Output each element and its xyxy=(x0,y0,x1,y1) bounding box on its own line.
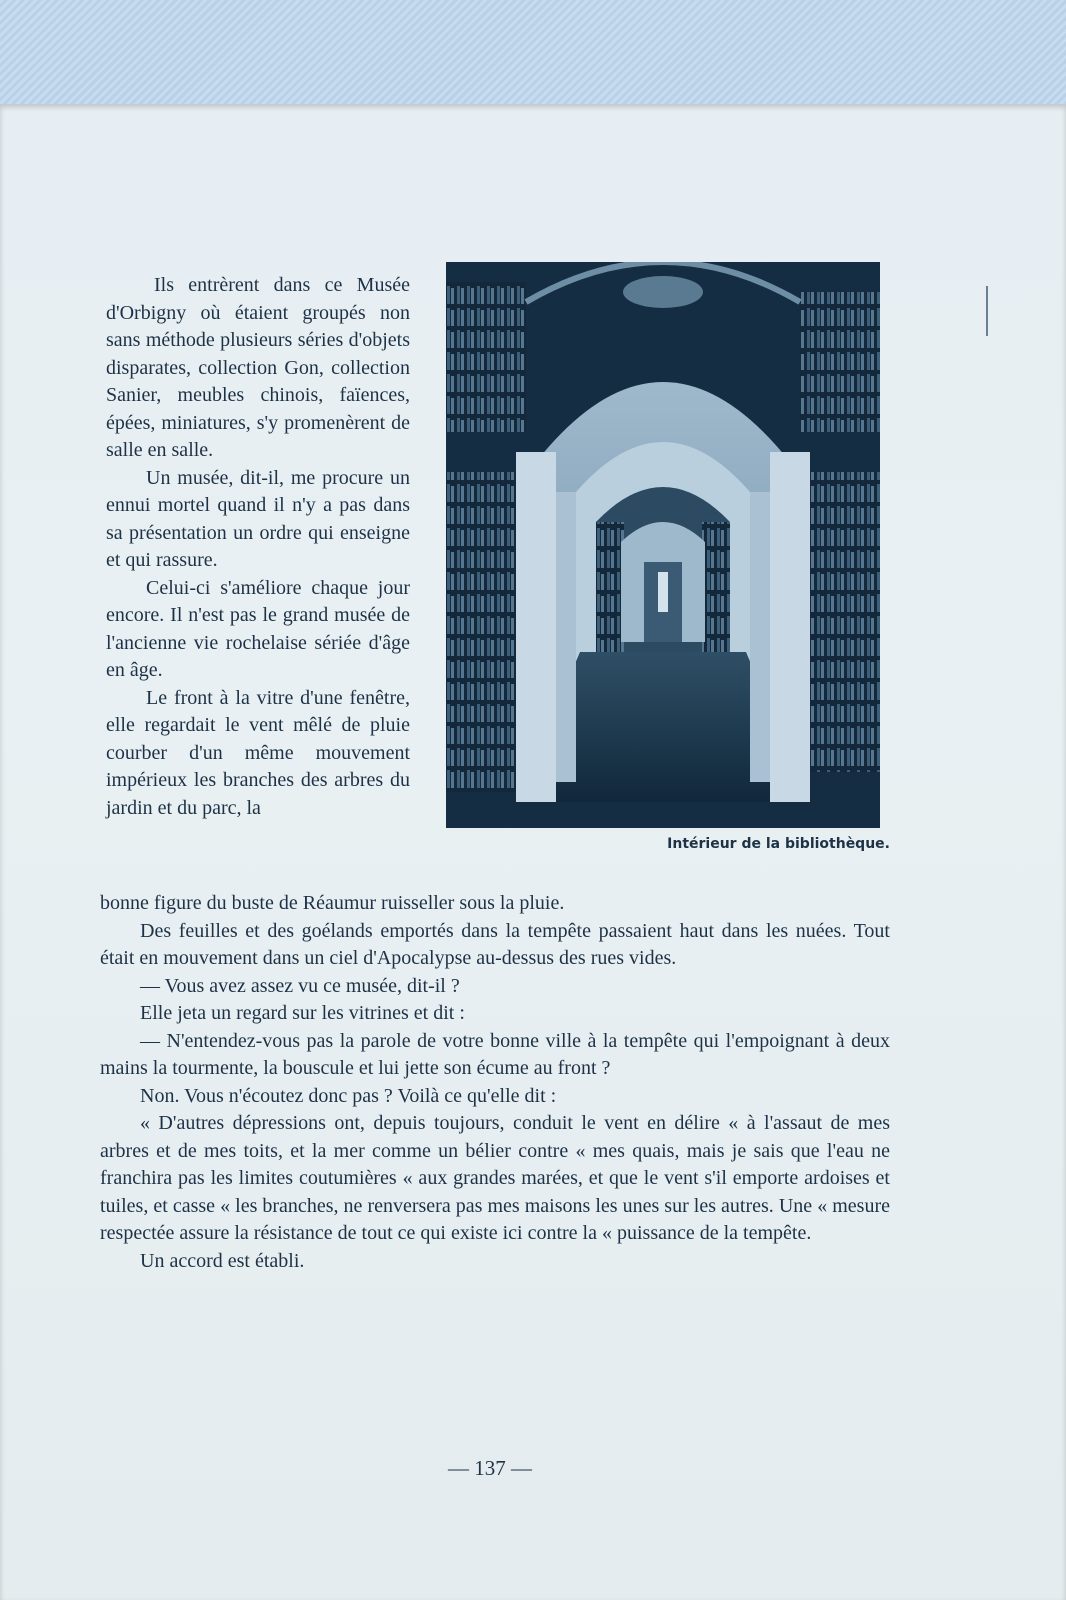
full-width-text xyxy=(100,890,890,1275)
library-photo-drawing xyxy=(446,262,880,828)
paragraph: Elle jeta un regard sur les vitrines et dit : xyxy=(140,1002,465,1024)
paragraph: Non. Vous n'écoutez donc pas ? Voilà ce qu'elle dit : xyxy=(140,1084,557,1107)
paragraph: Un accord est établi. xyxy=(140,1249,305,1272)
paragraph: Des feuilles et des goélands emportés dans la tempête passaient haut dans les nuées. Tout était en mouvement dans un ciel d'Apocalypse au-dessus des rues vides. xyxy=(100,919,890,969)
library-interior-photo xyxy=(446,262,880,828)
paragraph: Le front à la vitre d'une fenêtre, elle regardait le vent mêlé de pluie courber d'un même mouvement impérieux les branches des arbres du jardin et du parc, la xyxy=(106,686,410,819)
paragraph: Ils entrèrent dans ce Musée d'Orbigny où étaient groupés non sans méthode plusieurs séries d'objets disparates, collection Gon, collection Sanier, meubles chinois, faïences, épées, miniatures, s'y promenèrent de salle en salle. xyxy=(106,274,410,461)
paragraph: — Vous avez assez vu ce musée, dit-il ? xyxy=(140,974,460,997)
page-number: — 137 — xyxy=(448,1456,532,1480)
paragraph: — N'entendez-vous pas la parole de votre bonne ville à la tempête qui l'empoignant à deux mains la tourmente, la bouscule et lui jette son écume au front ? xyxy=(100,1029,890,1079)
paragraph: Celui-ci s'améliore chaque jour encore. Il n'est pas le grand musée de l'ancienne vie rochelaise sériée d'âge en âge. xyxy=(106,576,410,681)
page-edge-mark xyxy=(986,286,988,336)
paragraph: bonne figure du buste de Réaumur ruisseller sous la pluie. xyxy=(100,892,565,914)
paragraph: Un musée, dit-il, me procure un ennui mortel quand il n'y a pas dans sa présentation un ordre qui enseigne et qui rassure. xyxy=(106,466,410,571)
narrow-text-column xyxy=(106,272,410,822)
figure-caption: Intérieur de la bibliothèque. xyxy=(667,836,890,852)
quoted-paragraph: « D'autres dépressions ont, depuis toujours, conduit le vent en délire « à l'assaut de mes arbres et de mes toits, et la mer comme un bélier contre « mes quais, mais je sais que l'eau ne franchira pas les limites coutumières « aux grandes marées, et que le vent s'il emporte ardoises et tuiles, et casse « les branches, ne renversera pas mes maisons les unes sur les autres. Une « mesure respectée assure la résistance de tout ce qui existe ici contre la « puissance de la tempête. xyxy=(100,1112,890,1244)
